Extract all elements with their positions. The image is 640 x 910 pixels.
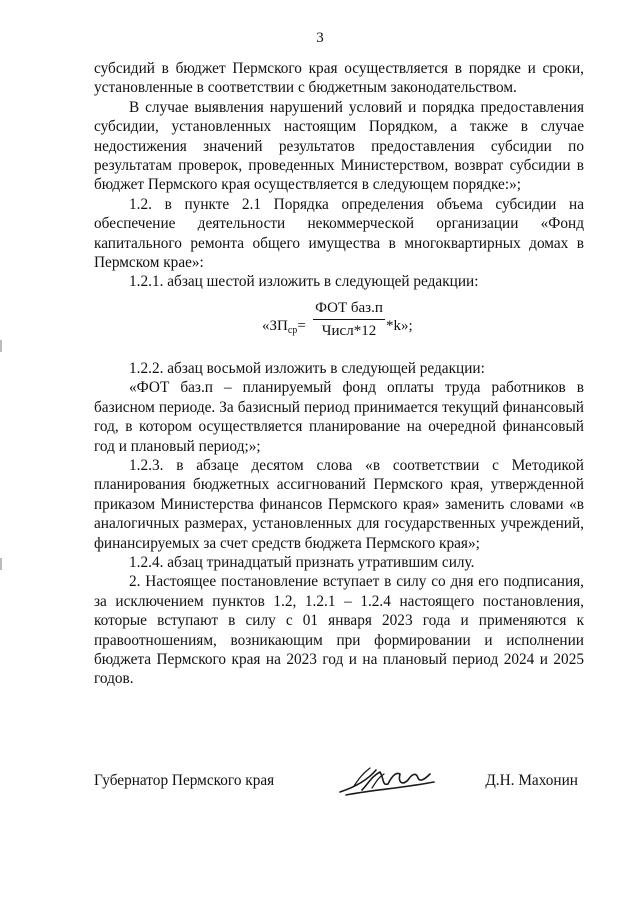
- formula-equals: =: [297, 317, 306, 334]
- document-body: [94, 59, 584, 689]
- fraction-bar: [313, 319, 385, 320]
- formula-lhs: [262, 317, 306, 340]
- paragraph-p7: 1.2.3. в абзаце десятом слова «в соответствии с Методикой планирования бюджетных ассигнований Пермского края, утвержденной приказом Министерства финансов Пермского края» заменить словами «в аналогичных размерах, установленных для государственных учреждений, финансируемых за счет средств бюджета Пермского края»;: [94, 456, 584, 552]
- paragraph-p4: 1.2.1. абзац шестой изложить в следующей редакции:: [129, 273, 479, 291]
- paragraph-p2: В случае выявления нарушений условий и порядка предоставления субсидии, установленных настоящим Порядком, а также в случае недостижения значений результатов предоставления субсидии по результатам проверок, проведенных Министерством, возврат субсидии в бюджет Пермского края осуществляется в следующем порядке:»;: [94, 98, 584, 194]
- paragraph-p1: субсидий в бюджет Пермского края осуществляется в порядке и сроки, установленные в соответствии с бюджетным законодательством.: [94, 60, 584, 97]
- paragraph-p3: 1.2. в пункте 2.1 Порядка определения объема субсидии на обеспечение деятельности некоммерческой организации «Фонд капитального ремонта общего имущества в многоквартирных домах в Пермском крае»:: [94, 195, 584, 272]
- scan-edge-marks: [0, 0, 4, 905]
- paragraphs-after-formula: [94, 359, 584, 689]
- signature-block: [94, 770, 584, 810]
- page-number: 3: [316, 30, 324, 46]
- salary-formula: [94, 299, 584, 353]
- formula-rhs: *k»;: [386, 317, 413, 334]
- formula-lhs-subscript: ср: [287, 324, 298, 336]
- signatory-position: Губернатор Пермского края: [94, 772, 275, 789]
- formula-denominator: Числ*12: [321, 322, 377, 339]
- paragraph-p6: «ФОТ баз.п – планируемый фонд оплаты труда работников в базисном периоде. За базисный период принимается текущий финансовый год, в котором осуществляется планирование на очередной финансовый год и плановый период;»;: [94, 379, 584, 455]
- formula-numerator: ФОТ баз.п: [315, 299, 383, 316]
- paragraph-p9: 2. Настоящее постановление вступает в силу со дня его подписания, за исключением пунктов 1.2, 1.2.1 – 1.2.4 настоящего постановления, которые вступают в силу с 01 января 2023 года и применяются к правоотношениям, возникающим при формировании и исполнении бюджета Пермского края на 2023 год и на плановый период 2024 и 2025 годов.: [94, 573, 584, 688]
- formula-fraction: [313, 299, 385, 341]
- signatory-name: Д.Н. Махонин: [485, 772, 578, 789]
- paragraphs-before-formula: [94, 59, 584, 292]
- paragraph-p5: 1.2.2. абзац восьмой изложить в следующей редакции:: [129, 359, 485, 377]
- paragraph-p8: 1.2.4. абзац тринадцатый признать утратившим силу.: [129, 553, 475, 571]
- handwritten-signature: [332, 762, 438, 800]
- formula-lhs-main: «ЗП: [262, 317, 288, 334]
